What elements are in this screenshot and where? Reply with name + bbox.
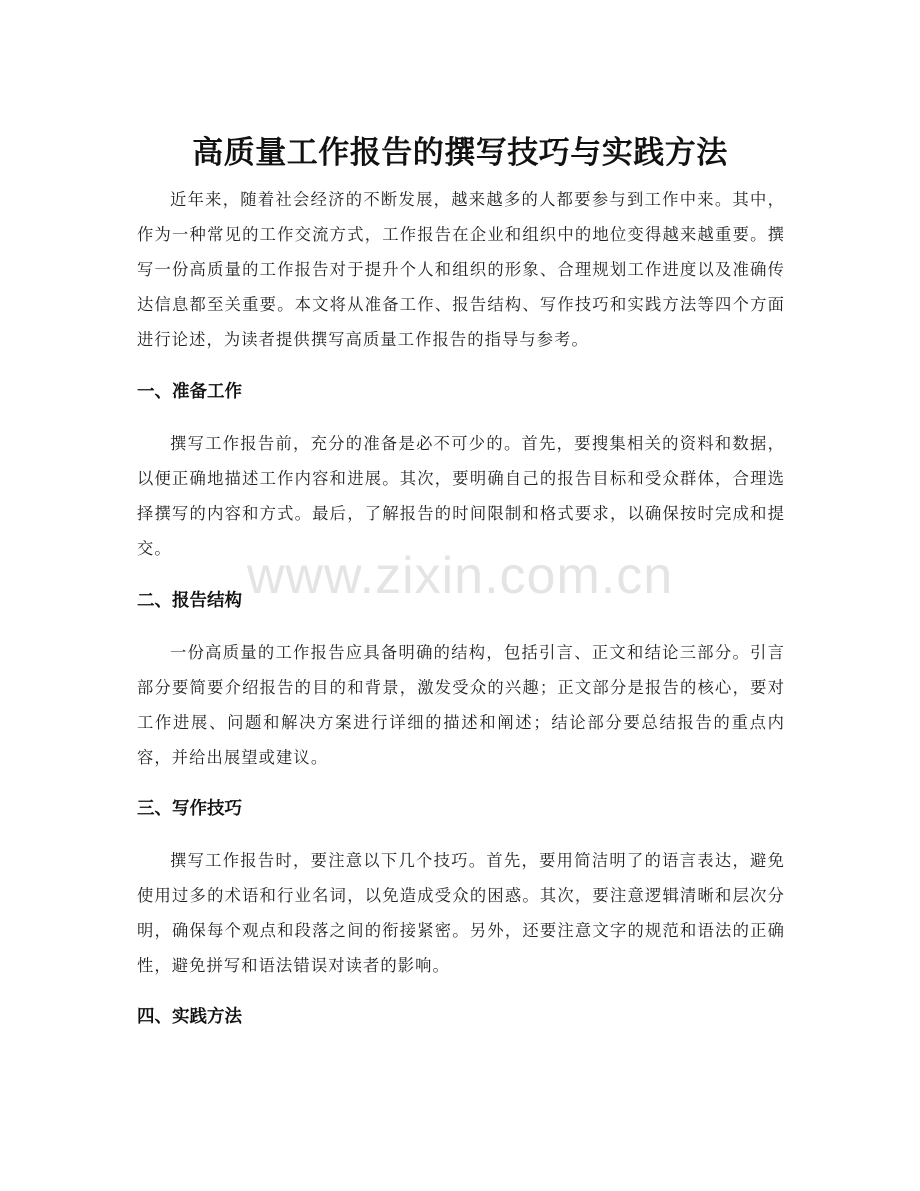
- section-heading-structure: 二、报告结构: [137, 591, 242, 611]
- watermark-text: www.zixin.com.cn: [246, 547, 674, 605]
- section-heading-preparation: 一、准备工作: [137, 382, 242, 402]
- section-body-structure: 一份高质量的工作报告应具备明确的结构，包括引言、正文和结论三部分。引言部分要简要介绍报告的目的和背景，激发受众的兴趣；正文部分是报告的核心，要对工作进展、问题和解决方案进行详细的描述和阐述；结论部分要总结报告的重点内容，并给出展望或建议。: [137, 643, 785, 767]
- section-heading-practice: 四、实践方法: [137, 1007, 242, 1027]
- document-title: 高质量工作报告的撰写技巧与实践方法: [192, 134, 728, 171]
- section-body-writing-skills: 撰写工作报告时，要注意以下几个技巧。首先，要用简洁明了的语言表达，避免使用过多的术语和行业名词，以免造成受众的困惑。其次，要注意逻辑清晰和层次分明，确保每个观点和段落之间的衔接紧密。另外，还要注意文字的规范和语法的正确性，避免拼写和语法错误对读者的影响。: [137, 851, 785, 975]
- section-heading-writing-skills: 三、写作技巧: [137, 799, 242, 819]
- section-body-preparation: 撰写工作报告前，充分的准备是必不可少的。首先，要搜集相关的资料和数据，以便正确地描述工作内容和进展。其次，要明确自己的报告目标和受众群体，合理选择撰写的内容和方式。最后，了解报告的时间限制和格式要求，以确保按时完成和提交。: [137, 434, 785, 558]
- intro-paragraph: 近年来，随着社会经济的不断发展，越来越多的人都要参与到工作中来。其中，作为一种常见的工作交流方式，工作报告在企业和组织中的地位变得越来越重要。撰写一份高质量的工作报告对于提升个人和组织的形象、合理规划工作进度以及准确传达信息都至关重要。本文将从准备工作、报告结构、写作技巧和实践方法等四个方面进行论述，为读者提供撰写高质量工作报告的指导与参考。: [137, 190, 785, 349]
